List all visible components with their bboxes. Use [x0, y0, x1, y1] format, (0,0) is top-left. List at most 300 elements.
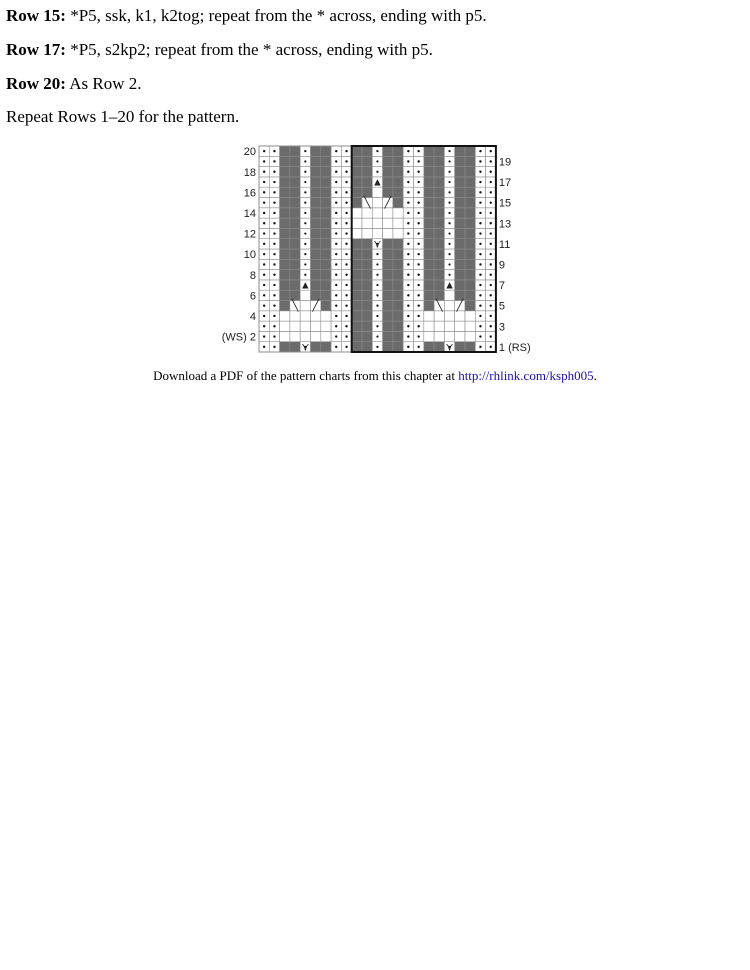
purl-dot: [407, 191, 409, 193]
purl-dot: [490, 222, 492, 224]
chart-cell: [280, 198, 290, 208]
purl-dot: [417, 212, 419, 214]
chart-cell: [311, 228, 321, 238]
ssk-symbol: ╲: [291, 300, 299, 313]
purl-dot: [273, 294, 275, 296]
chart-cell: [280, 228, 290, 238]
purl-dot: [345, 171, 347, 173]
stitch-dot: [304, 263, 306, 265]
chart-cell: [321, 290, 331, 300]
chart-cell: [444, 331, 454, 341]
chart-cell: [465, 342, 475, 352]
chart-cell: [290, 208, 300, 218]
chart-cell: [383, 311, 393, 321]
chart-cell: [372, 208, 382, 218]
stitch-dot: [448, 171, 450, 173]
chart-cell: [321, 187, 331, 197]
chart-cell: [321, 259, 331, 269]
chart-cell: [311, 249, 321, 259]
stitch-dot: [304, 222, 306, 224]
cdd-symbol: ▲: [444, 279, 455, 292]
chart-cell: [362, 331, 372, 341]
chart-cell: [311, 239, 321, 249]
purl-dot: [407, 201, 409, 203]
purl-dot: [263, 325, 265, 327]
stitch-dot: [448, 150, 450, 152]
purl-dot: [273, 160, 275, 162]
chart-cell: [321, 321, 331, 331]
purl-dot: [273, 325, 275, 327]
chart-cell: [280, 259, 290, 269]
stitch-dot: [376, 325, 378, 327]
k2tog-symbol: ╱: [384, 197, 392, 210]
purl-dot: [479, 284, 481, 286]
purl-dot: [417, 150, 419, 152]
stitch-dot: [448, 202, 450, 204]
stitch-dot: [448, 181, 450, 183]
purl-dot: [263, 253, 265, 255]
chart-cell: [311, 290, 321, 300]
chart-cell: [383, 208, 393, 218]
purl-dot: [417, 284, 419, 286]
stitch-dot: [304, 274, 306, 276]
chart-cell: [465, 301, 475, 311]
chart-cell: [280, 146, 290, 156]
purl-dot: [417, 222, 419, 224]
purl-dot: [335, 263, 337, 265]
stitch-dot: [376, 171, 378, 173]
row-label-left: 8: [249, 269, 256, 282]
chart-cell: [321, 331, 331, 341]
chart-cell: [383, 331, 393, 341]
chart-cell: [300, 301, 310, 311]
purl-dot: [263, 284, 265, 286]
chart-cell: [465, 259, 475, 269]
chart-cell: [455, 280, 465, 290]
chart-cell: [434, 218, 444, 228]
chart-cell: [424, 311, 434, 321]
chart-cell: [424, 228, 434, 238]
purl-dot: [479, 294, 481, 296]
purl-dot: [417, 171, 419, 173]
purl-dot: [273, 243, 275, 245]
purl-dot: [345, 346, 347, 348]
purl-dot: [490, 243, 492, 245]
row-label-left: 14: [243, 207, 256, 220]
chart-cell: [352, 146, 362, 156]
row-15-label: Row 15:: [6, 6, 66, 25]
chart-cell: [424, 270, 434, 280]
purl-dot: [417, 253, 419, 255]
purl-dot: [479, 325, 481, 327]
chart-cell: [455, 167, 465, 177]
chart-cell: [362, 208, 372, 218]
chart-cell: [311, 342, 321, 352]
chart-cell: [393, 198, 403, 208]
chart-cell: [311, 321, 321, 331]
purl-dot: [479, 212, 481, 214]
chart-cell: [455, 177, 465, 187]
purl-dot: [490, 294, 492, 296]
chart-cell: [321, 311, 331, 321]
purl-dot: [273, 335, 275, 337]
purl-dot: [417, 243, 419, 245]
chart-cell: [424, 208, 434, 218]
chart-cell: [352, 167, 362, 177]
purl-dot: [417, 294, 419, 296]
chart-cell: [352, 321, 362, 331]
chart-cell: [321, 218, 331, 228]
chart-cell: [383, 290, 393, 300]
chart-cell: [383, 342, 393, 352]
purl-dot: [263, 232, 265, 234]
row-label-right: 19: [498, 156, 512, 169]
purl-dot: [335, 335, 337, 337]
purl-dot: [479, 191, 481, 193]
purl-dot: [417, 274, 419, 276]
row-label-left: 20: [243, 146, 256, 159]
chart-cell: [321, 280, 331, 290]
stitch-dot: [304, 191, 306, 193]
chart-cell: [280, 187, 290, 197]
purl-dot: [407, 150, 409, 152]
knitting-chart: [214, 142, 540, 356]
purl-dot: [417, 325, 419, 327]
purl-dot: [335, 284, 337, 286]
k2tog-symbol: ╱: [312, 300, 319, 313]
purl-dot: [407, 294, 409, 296]
chart-cell: [280, 342, 290, 352]
chart-cell: [434, 270, 444, 280]
chart-cell: [393, 177, 403, 187]
row-17-label: Row 17:: [6, 40, 66, 59]
purl-dot: [335, 222, 337, 224]
purl-dot: [263, 274, 265, 276]
chart-cell: [280, 156, 290, 166]
purl-dot: [490, 263, 492, 265]
chart-cell: [393, 146, 403, 156]
chart-cell: [372, 187, 382, 197]
chart-cell: [290, 177, 300, 187]
chart-cell: [434, 198, 444, 208]
chart-cell: [455, 208, 465, 218]
purl-dot: [335, 243, 337, 245]
chart-cell: [352, 156, 362, 166]
purl-dot: [407, 284, 409, 286]
purl-dot: [490, 171, 492, 173]
row-label-left: 4: [249, 310, 256, 323]
repeat-note: Repeat Rows 1–20 for the pattern.: [6, 107, 240, 126]
ssk-symbol: ╲: [363, 197, 371, 210]
purl-dot: [479, 201, 481, 203]
pattern-pdf-link[interactable]: http://rhlink.com/ksph005: [458, 368, 594, 383]
stitch-dot: [448, 274, 450, 276]
row-20-instruction: [6, 74, 142, 94]
purl-dot: [479, 335, 481, 337]
purl-dot: [407, 222, 409, 224]
chart-cell: [321, 270, 331, 280]
stitch-dot: [448, 243, 450, 245]
chart-cell: [444, 321, 454, 331]
chart-cell: [321, 249, 331, 259]
purl-dot: [335, 191, 337, 193]
chart-cell: [352, 249, 362, 259]
purl-dot: [479, 346, 481, 348]
chart-cell: [393, 301, 403, 311]
purl-dot: [335, 294, 337, 296]
purl-dot: [407, 253, 409, 255]
chart-cell: [393, 280, 403, 290]
purl-dot: [335, 150, 337, 152]
purl-dot: [407, 325, 409, 327]
chart-cell: [362, 177, 372, 187]
purl-dot: [479, 304, 481, 306]
chart-cell: [290, 167, 300, 177]
chart-cell: [300, 290, 310, 300]
purl-dot: [490, 315, 492, 317]
purl-dot: [417, 263, 419, 265]
chart-cell: [362, 228, 372, 238]
chart-cell: [455, 156, 465, 166]
stitch-dot: [376, 274, 378, 276]
chart-cell: [321, 228, 331, 238]
chart-cell: [465, 249, 475, 259]
purl-dot: [417, 304, 419, 306]
purl-dot: [345, 201, 347, 203]
chart-cell: [372, 198, 382, 208]
chart-cell: [352, 239, 362, 249]
row-label-left: 12: [243, 228, 256, 241]
purl-dot: [345, 160, 347, 162]
row-17-instruction: [6, 40, 433, 60]
purl-dot: [479, 222, 481, 224]
chart-cell: [290, 198, 300, 208]
purl-dot: [407, 346, 409, 348]
purl-dot: [490, 150, 492, 152]
cdd-symbol: ▲: [299, 279, 311, 292]
purl-dot: [273, 304, 275, 306]
chart-cell: [290, 146, 300, 156]
purl-dot: [345, 191, 347, 193]
chart-cell: [362, 280, 372, 290]
purl-dot: [263, 315, 265, 317]
row-label-left: 6: [249, 290, 256, 303]
chart-cell: [424, 249, 434, 259]
ssk-symbol: ╲: [435, 300, 443, 313]
purl-dot: [417, 232, 419, 234]
purl-dot: [407, 232, 409, 234]
chart-cell: [434, 259, 444, 269]
purl-dot: [335, 253, 337, 255]
purl-dot: [407, 243, 409, 245]
purl-dot: [479, 243, 481, 245]
chart-cell: [465, 208, 475, 218]
chart-cell: [465, 270, 475, 280]
chart-cell: [434, 321, 444, 331]
chart-cell: [465, 198, 475, 208]
chart-cell: [465, 167, 475, 177]
chart-cell: [362, 167, 372, 177]
row-label-left: 18: [243, 166, 256, 179]
chart-cell: [424, 167, 434, 177]
purl-dot: [345, 294, 347, 296]
chart-cell: [352, 208, 362, 218]
chart-cell: [465, 187, 475, 197]
chart-cell: [362, 249, 372, 259]
chart-cell: [352, 301, 362, 311]
chart-cell: [311, 270, 321, 280]
chart-cell: [290, 218, 300, 228]
stitch-dot: [376, 294, 378, 296]
purl-dot: [263, 191, 265, 193]
purl-dot: [273, 253, 275, 255]
chart-cell: [393, 342, 403, 352]
chart-cell: [290, 259, 300, 269]
chart-cell: [290, 249, 300, 259]
purl-dot: [407, 315, 409, 317]
purl-dot: [490, 212, 492, 214]
chart-cell: [434, 208, 444, 218]
purl-dot: [479, 315, 481, 317]
purl-dot: [345, 212, 347, 214]
stitch-dot: [448, 191, 450, 193]
cdd-symbol: ▲: [372, 176, 383, 189]
purl-dot: [345, 181, 347, 183]
chart-cell: [352, 280, 362, 290]
chart-cell: [434, 280, 444, 290]
row-label-right: 17: [498, 177, 512, 190]
purl-dot: [407, 181, 409, 183]
purl-dot: [479, 253, 481, 255]
purl-dot: [479, 160, 481, 162]
chart-cell: [362, 270, 372, 280]
purl-dot: [273, 171, 275, 173]
chart-cell: [362, 156, 372, 166]
chart-cell: [290, 331, 300, 341]
chart-cell: [465, 239, 475, 249]
row-20-label: Row 20:: [6, 74, 66, 93]
chart-cell: [362, 146, 372, 156]
chart-cell: [280, 249, 290, 259]
chart-cell: [444, 290, 454, 300]
purl-dot: [417, 160, 419, 162]
purl-dot: [273, 346, 275, 348]
purl-dot: [273, 274, 275, 276]
chart-cell: [444, 311, 454, 321]
chart-cell: [280, 177, 290, 187]
purl-dot: [345, 263, 347, 265]
chart-cell: [465, 311, 475, 321]
chart-cell: [393, 259, 403, 269]
chart-cell: [280, 167, 290, 177]
chart-cell: [465, 146, 475, 156]
purl-dot: [407, 274, 409, 276]
chart-cell: [300, 311, 310, 321]
chart-cell: [455, 228, 465, 238]
purl-dot: [407, 304, 409, 306]
purl-dot: [335, 315, 337, 317]
decrease-symbol: ⋎: [373, 238, 382, 251]
chart-cell: [311, 218, 321, 228]
stitch-dot: [304, 202, 306, 204]
row-17-text: *P5, s2kp2; repeat from the * across, ending with p5.: [65, 40, 433, 59]
chart-cell: [311, 187, 321, 197]
stitch-dot: [304, 160, 306, 162]
chart-cell: [383, 177, 393, 187]
chart-cell: [321, 177, 331, 187]
chart-cell: [383, 146, 393, 156]
chart-cell: [455, 342, 465, 352]
stitch-dot: [448, 212, 450, 214]
purl-dot: [345, 274, 347, 276]
chart-cell: [290, 187, 300, 197]
chart-cell: [311, 198, 321, 208]
chart-cell: [383, 156, 393, 166]
chart-cell: [465, 228, 475, 238]
chart-cell: [362, 187, 372, 197]
chart-cell: [424, 331, 434, 341]
purl-dot: [417, 181, 419, 183]
chart-cell: [290, 156, 300, 166]
stitch-dot: [448, 222, 450, 224]
chart-cell: [424, 321, 434, 331]
purl-dot: [335, 160, 337, 162]
purl-dot: [490, 304, 492, 306]
chart-cell: [280, 331, 290, 341]
chart-cell: [465, 156, 475, 166]
chart-cell: [424, 177, 434, 187]
chart-cell: [290, 239, 300, 249]
chart-cell: [290, 270, 300, 280]
purl-dot: [407, 171, 409, 173]
purl-dot: [417, 201, 419, 203]
purl-dot: [263, 304, 265, 306]
chart-cell: [321, 156, 331, 166]
purl-dot: [263, 222, 265, 224]
chart-cell: [311, 331, 321, 341]
stitch-dot: [376, 263, 378, 265]
chart-cell: [465, 331, 475, 341]
chart-cell: [424, 342, 434, 352]
stitch-dot: [376, 150, 378, 152]
purl-dot: [335, 212, 337, 214]
stitch-dot: [376, 335, 378, 337]
chart-cell: [280, 311, 290, 321]
chart-cell: [383, 167, 393, 177]
chart-cell: [321, 239, 331, 249]
chart-cell: [465, 280, 475, 290]
chart-cell: [311, 280, 321, 290]
chart-cell: [311, 156, 321, 166]
chart-cell: [424, 239, 434, 249]
chart-cell: [290, 321, 300, 331]
chart-cell: [362, 342, 372, 352]
row-label-right: 3: [498, 321, 506, 334]
chart-cell: [434, 156, 444, 166]
chart-cell: [393, 187, 403, 197]
purl-dot: [273, 201, 275, 203]
purl-dot: [273, 181, 275, 183]
purl-dot: [335, 325, 337, 327]
purl-dot: [335, 232, 337, 234]
chart-cell: [383, 321, 393, 331]
chart-cell: [424, 198, 434, 208]
row-15-text: *P5, ssk, k1, k2tog; repeat from the * across, ending with p5.: [65, 6, 487, 25]
purl-dot: [417, 346, 419, 348]
chart-cell: [290, 311, 300, 321]
purl-dot: [263, 171, 265, 173]
purl-dot: [490, 346, 492, 348]
